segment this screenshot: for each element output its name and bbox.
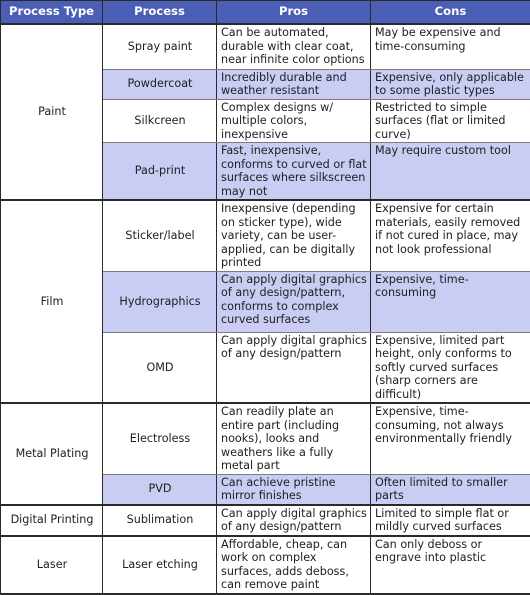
process-cell: Pad-print <box>103 143 217 201</box>
cons-cell: May be expensive and time-consuming <box>371 24 530 69</box>
header-process-type: Process Type <box>1 1 103 25</box>
process-cell: Sticker/label <box>103 200 217 271</box>
header-pros: Pros <box>217 1 371 25</box>
header-cons: Cons <box>371 1 530 25</box>
table-row <box>1 24 530 69</box>
process-type-cell: Metal Plating <box>1 403 103 505</box>
pros-cell: Fast, inexpensive, conforms to curved or flat surfaces where silkscreen may not <box>217 143 371 201</box>
pros-cell: Inexpensive (depending on sticker type), wide variety, can be user-applied, can be digitally printed <box>217 200 371 271</box>
process-cell: Hydrographics <box>103 271 217 332</box>
table-row <box>1 200 530 271</box>
table-row <box>1 505 530 536</box>
table-header <box>1 1 530 25</box>
header-process: Process <box>103 1 217 25</box>
process-cell: OMD <box>103 332 217 403</box>
process-cell: PVD <box>103 474 217 505</box>
pros-cell: Can readily plate an entire part (including nooks), looks and weathers like a fully metal part <box>217 403 371 474</box>
cons-cell: Expensive for certain materials, easily removed if not cured in place, may not look professional <box>371 200 530 271</box>
pros-cell: Incredibly durable and weather resistant <box>217 69 371 99</box>
cons-cell: Often limited to smaller parts <box>371 474 530 505</box>
pros-cell: Can apply digital graphics of any design/pattern, conforms to complex curved surfaces <box>217 271 371 332</box>
table-row <box>1 536 530 594</box>
table-body <box>1 24 530 594</box>
cons-cell: Expensive, limited part height, only conforms to softly curved surfaces (sharp corners are difficult) <box>371 332 530 403</box>
process-cell: Sublimation <box>103 505 217 536</box>
cons-cell: Expensive, only applicable to some plastic types <box>371 69 530 99</box>
cons-cell: Expensive, time-consuming <box>371 271 530 332</box>
process-type-cell: Film <box>1 200 103 403</box>
pros-cell: Can apply digital graphics of any design/pattern <box>217 332 371 403</box>
cons-cell: May require custom tool <box>371 143 530 201</box>
table-row <box>1 403 530 474</box>
pros-cell: Can apply digital graphics of any design/pattern <box>217 505 371 536</box>
process-cell: Laser etching <box>103 536 217 594</box>
process-type-cell: Laser <box>1 536 103 594</box>
pros-cell: Affordable, cheap, can work on complex surfaces, adds deboss, can remove paint <box>217 536 371 594</box>
pros-cell: Can achieve pristine mirror finishes <box>217 474 371 505</box>
process-type-cell: Digital Printing <box>1 505 103 536</box>
process-cell: Electroless <box>103 403 217 474</box>
pros-cell: Can be automated, durable with clear coat, near infinite color options <box>217 24 371 69</box>
process-cell: Silkcreen <box>103 99 217 143</box>
header-row <box>1 1 530 25</box>
process-cell: Powdercoat <box>103 69 217 99</box>
cons-cell: Restricted to simple surfaces (flat or limited curve) <box>371 99 530 143</box>
pros-cell: Complex designs w/ multiple colors, inexpensive <box>217 99 371 143</box>
cons-cell: Expensive, time-consuming, not always environmentally friendly <box>371 403 530 474</box>
cons-cell: Can only deboss or engrave into plastic <box>371 536 530 594</box>
process-type-cell: Paint <box>1 24 103 200</box>
cons-cell: Limited to simple flat or mildly curved surfaces <box>371 505 530 536</box>
process-cell: Spray paint <box>103 24 217 69</box>
